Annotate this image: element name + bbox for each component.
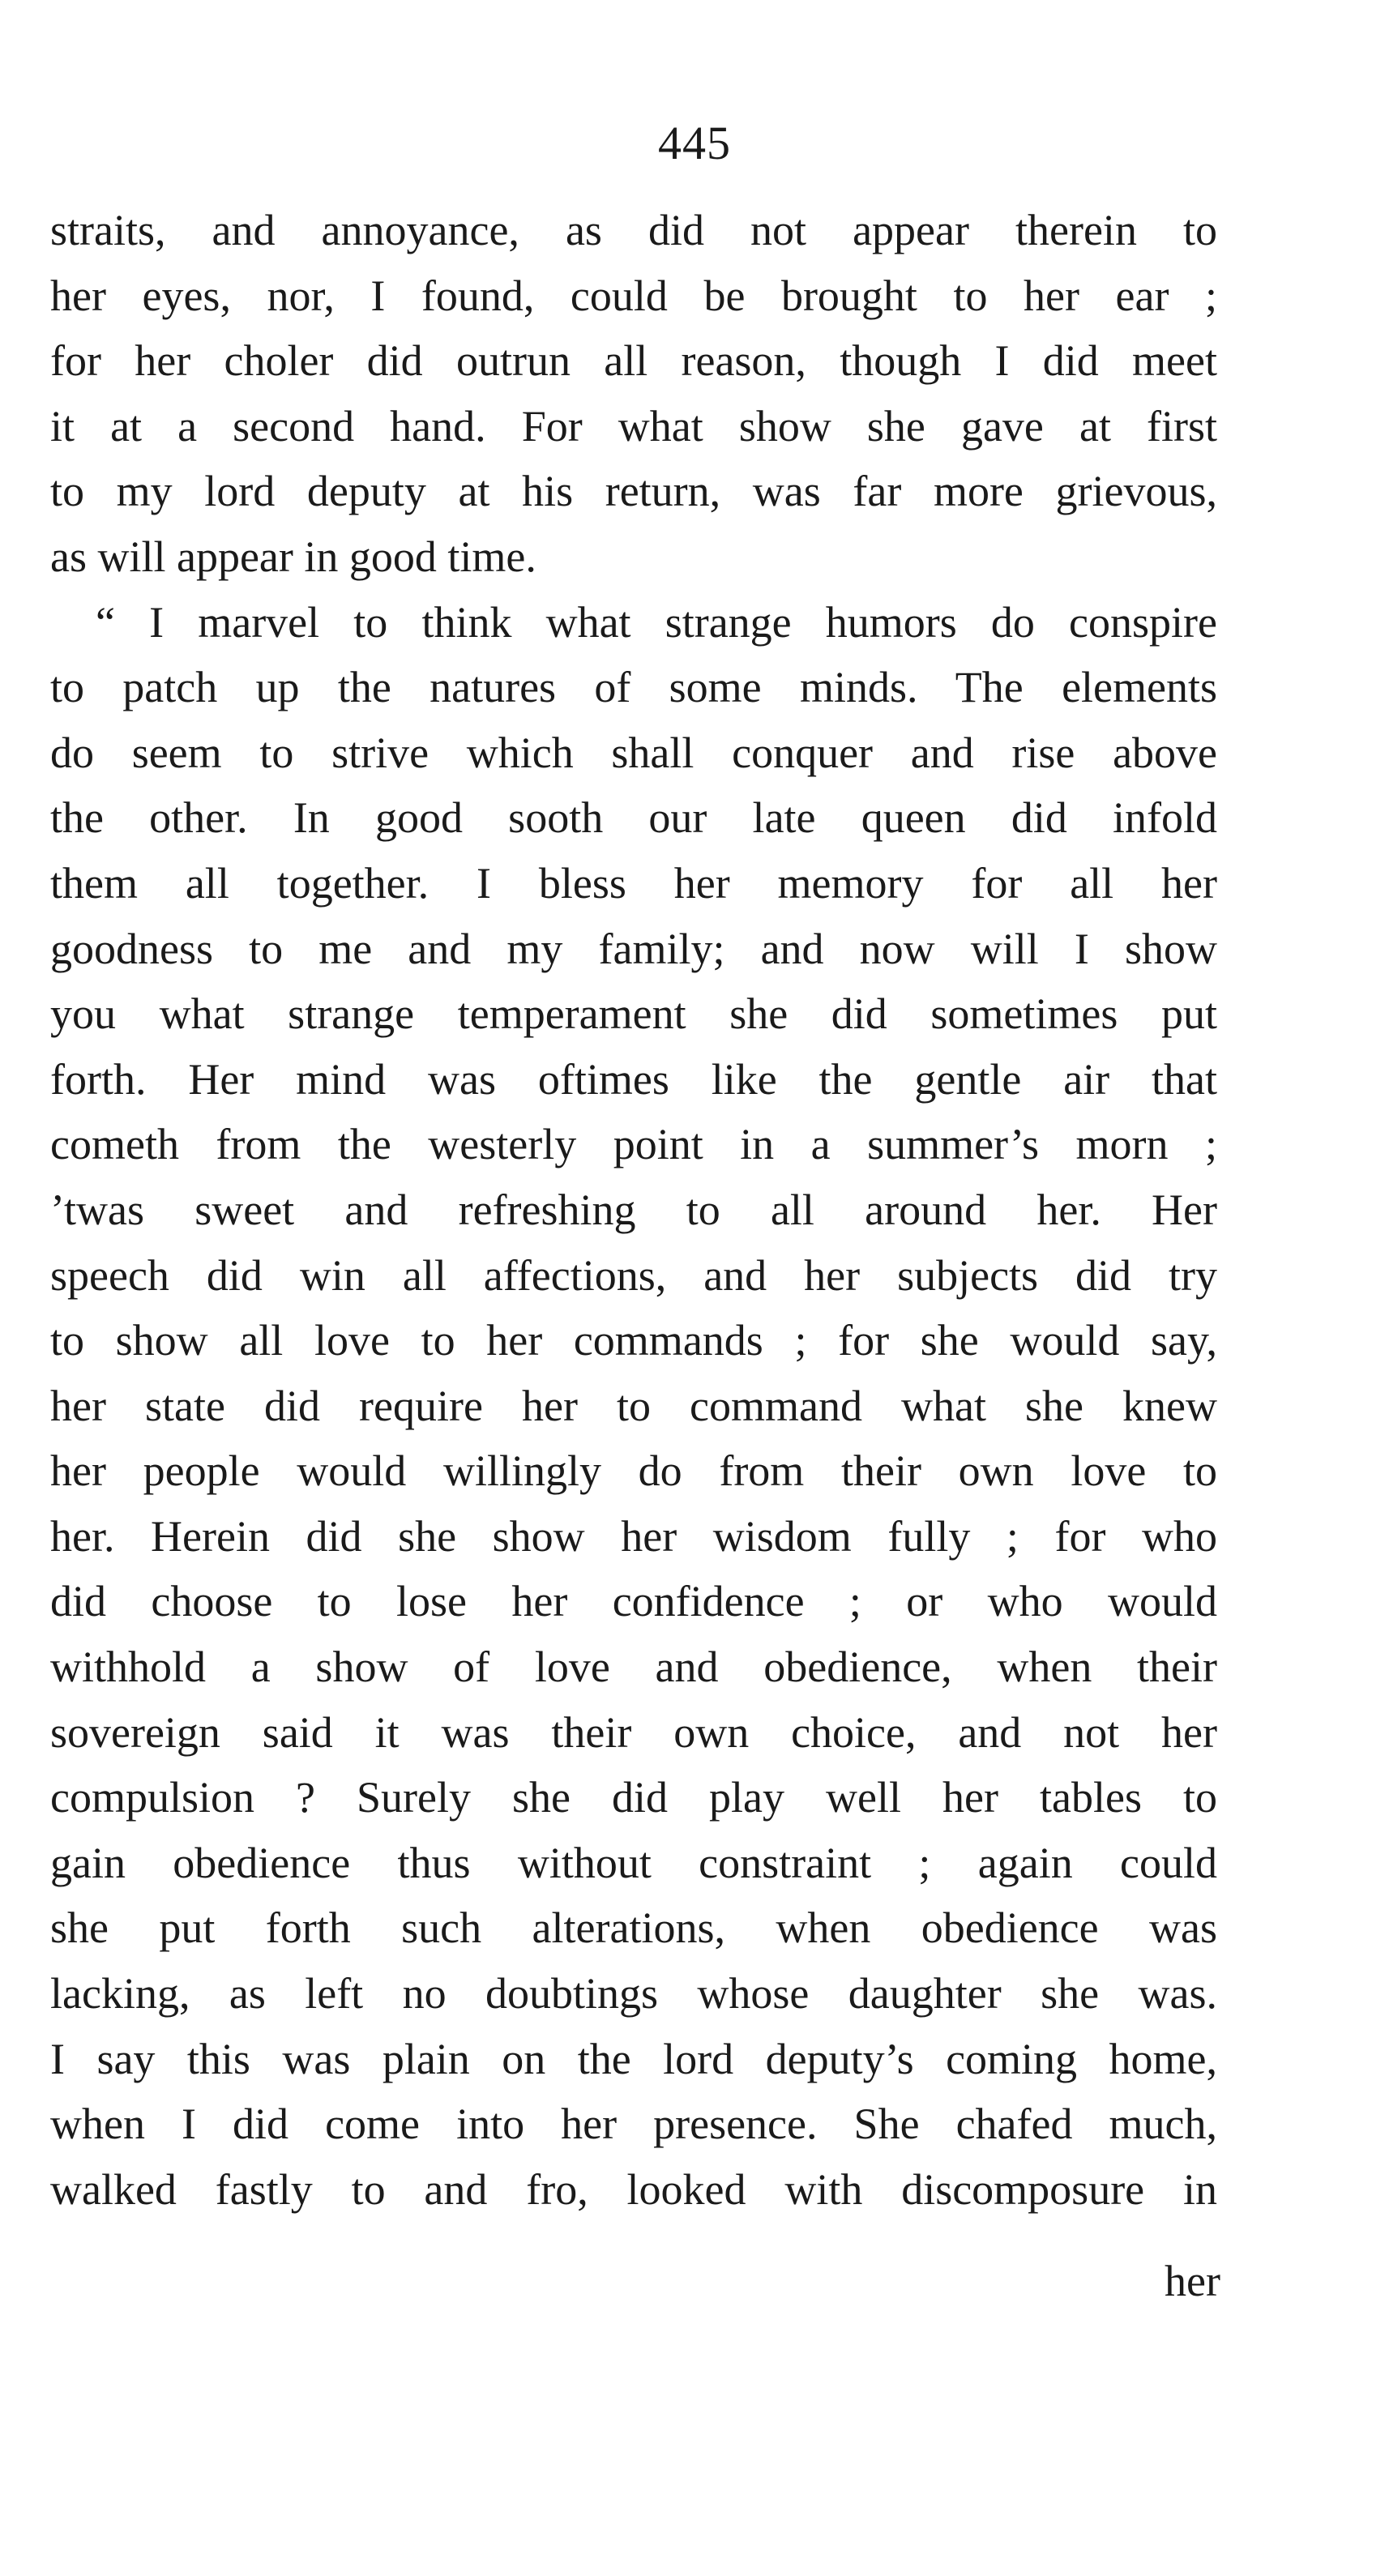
text-line: speech did win all affections, and her subjects did try [50, 1250, 1217, 1300]
text-line: her people would willingly do from their own love to [50, 1446, 1217, 1496]
text-line: goodness to me and my family; and now will I show [50, 924, 1217, 973]
text-line: her eyes, nor, I found, could be brought to her ear ; [50, 271, 1217, 320]
text-line: withhold a show of love and obedience, when their [50, 1643, 1217, 1692]
text-line: her state did require her to command what she knew [50, 1381, 1217, 1430]
text-line: you what strange temperament she did sometimes put [50, 989, 1217, 1039]
text-line: walked fastly to and fro, looked with discomposure in [50, 2164, 1217, 2214]
text-line: for her choler did outrun all reason, though I did meet [50, 336, 1217, 386]
text-line: lacking, as left no doubtings whose daughter she was. [50, 1969, 1217, 2019]
body-text [50, 198, 1217, 2222]
text-line: to show all love to her commands ; for she would say, [50, 1316, 1217, 1365]
text-line: did choose to lose her confidence ; or who would [50, 1577, 1217, 1626]
catchword: her [1165, 2257, 1220, 2305]
text-line: do seem to strive which shall conquer and rise above [50, 728, 1217, 777]
text-line: gain obedience thus without constraint ; again could [50, 1838, 1217, 1887]
text-line: them all together. I bless her memory for all her [50, 858, 1217, 908]
text-line: to my lord deputy at his return, was far more grievous, [50, 467, 1217, 516]
text-line: it at a second hand. For what show she gave at first [50, 401, 1217, 451]
text-line: the other. In good sooth our late queen did infold [50, 793, 1217, 843]
text-line: forth. Her mind was oftimes like the gentle air that [50, 1054, 1217, 1104]
text-line: ’twas sweet and refreshing to all around her. Her [50, 1185, 1217, 1234]
text-line: when I did come into her presence. She chafed much, [50, 2100, 1217, 2149]
text-line: to patch up the natures of some minds. The elements [50, 663, 1217, 712]
text-line: she put forth such alterations, when obedience was [50, 1903, 1217, 1953]
text-line: cometh from the westerly point in a summer’s morn ; [50, 1120, 1217, 1169]
page-number: 445 [658, 117, 731, 169]
text-line: her. Herein did she show her wisdom fully ; for who [50, 1511, 1217, 1561]
text-line: “ I marvel to think what strange humors do conspire [96, 597, 1217, 647]
text-line: I say this was plain on the lord deputy’s coming home, [50, 2034, 1217, 2083]
text-line: sovereign said it was their own choice, and not her [50, 1707, 1217, 1757]
text-line: as will appear in good time. [50, 532, 536, 581]
text-line: compulsion ? Surely she did play well her tables to [50, 1773, 1217, 1822]
text-line: straits, and annoyance, as did not appear therein to [50, 206, 1217, 254]
